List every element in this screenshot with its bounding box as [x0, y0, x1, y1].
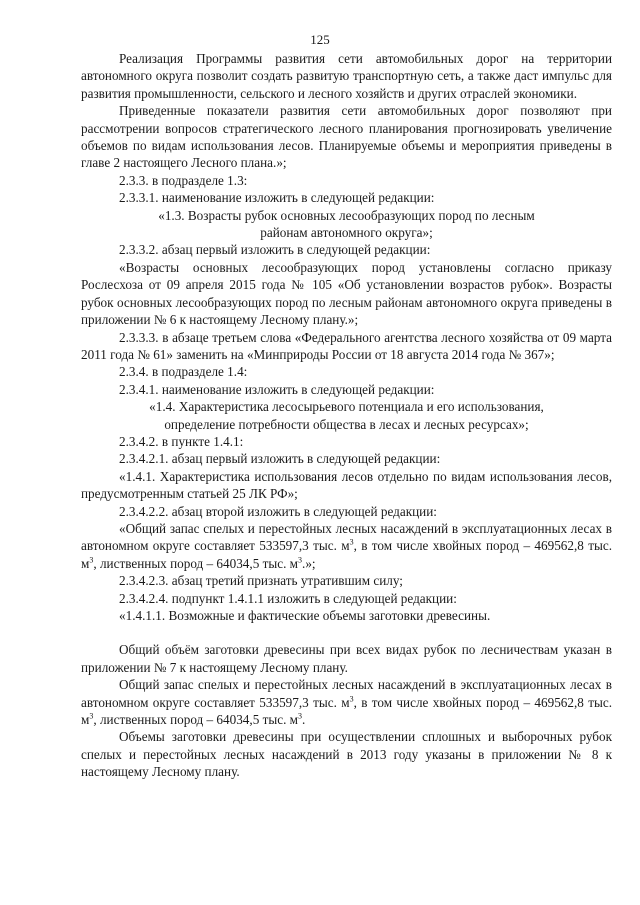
quote-total-stock: [81, 520, 612, 572]
item-2-3-4-2-2: 2.3.4.2.2. абзац второй изложить в следующей редакции:: [119, 503, 437, 519]
section-title-1-3-line2: районам автономного округа»;: [260, 225, 433, 241]
quote-stock-text-1: «Общий запас спелых и перестойных лесных насаждений в эксплуатационных лесах в автономном округе составляет 533597,3 тыс. м: [81, 520, 612, 554]
item-2-3-4-2-1: 2.3.4.2.1. абзац первый изложить в следующей редакции:: [119, 451, 441, 467]
item-2-3-3-1: 2.3.3.1. наименование изложить в следующей редакции:: [119, 190, 435, 206]
paragraph-indicators: Приведенные показатели развития сети автомобильных дорог позволяют при рассмотрении вопросов стратегического лесного планирования прогнозировать увеличение объемов по видам использования лесов. Планируемые объемы и мероприятия приведены в главе 2 настоящего Лесного плана.»;: [81, 103, 612, 171]
quote-stock-sup-2: 3: [89, 555, 94, 565]
item-2-3-4-2-3: 2.3.4.2.3. абзац третий признать утратившим силу;: [119, 573, 403, 589]
quote-1-4-1-1: «1.4.1.1. Возможные и фактические объемы заготовки древесины.: [119, 608, 491, 623]
stock-sup-3: 3: [298, 711, 303, 721]
section-title-1-4-line2: определение потребности общества в лесах и лесных ресурсах»;: [164, 416, 529, 432]
item-2-3-3-2: 2.3.3.2. абзац первый изложить в следующей редакции:: [119, 242, 431, 258]
paragraph-total-stock: [81, 676, 612, 728]
quote-stock-text-2: , в том числе хвойных пород – 469562,8 тыс. м: [81, 538, 612, 571]
section-title-1-3-line1: «1.3. Возрасты рубок основных лесообразующих пород по лесным: [158, 207, 535, 223]
section-title-1-4-line1: «1.4. Характеристика лесосырьевого потенциала и его использования,: [149, 399, 544, 415]
paragraph-road-program: Реализация Программы развития сети автомобильных дорог на территории автономного округа позволит создать развитую транспортную сеть, а также даст импульс для развития промышленности, сельского и лесного хозяйств и других отраслей экономики.: [81, 51, 612, 101]
item-2-3-3-3: 2.3.3.3. в абзаце третьем слова «Федерального агентства лесного хозяйства от 09 марта 2011 года № 61» заменить на «Минприроды России от 18 августа 2014 года № 367»;: [81, 329, 612, 362]
spacer: [81, 624, 612, 641]
stock-text-1: Общий запас спелых и перестойных лесных насаждений в эксплуатационных лесах в автономном округе составляет 533597,3 тыс. м: [81, 677, 612, 710]
item-2-3-4-2: 2.3.4.2. в пункте 1.4.1:: [119, 433, 244, 449]
stock-sup-1: 3: [349, 694, 354, 704]
stock-text-4: .: [302, 712, 306, 728]
item-2-3-4: 2.3.4. в подразделе 1.4:: [119, 364, 248, 380]
page-number: 125: [310, 32, 330, 47]
quote-1-4-1: «1.4.1. Характеристика использования лесов отдельно по видам использования лесов, предусмотренным статьей 25 ЛК РФ»;: [81, 468, 612, 502]
paragraph-harvest-2013: Объемы заготовки древесины при осуществлении сплошных и выборочных рубок спелых и перестойных лесных насаждений в 2013 году указаны в приложении № 8 к настоящему Лесному плану.: [81, 729, 612, 780]
quote-stock-sup-3: 3: [298, 555, 303, 565]
quote-stock-text-4: .»;: [302, 555, 316, 571]
item-2-3-4-2-4: 2.3.4.2.4. подпункт 1.4.1.1 изложить в следующей редакции:: [119, 590, 457, 606]
quote-stock-sup-1: 3: [349, 537, 354, 547]
item-2-3-3: 2.3.3. в подразделе 1.3:: [119, 172, 248, 188]
stock-text-2: , в том числе хвойных пород – 469562,8 тыс. м: [81, 694, 612, 728]
stock-text-3: , лиственных пород – 64034,5 тыс. м: [93, 712, 299, 728]
paragraph-total-harvest: Общий объём заготовки древесины при всех видах рубок по лесничествам указан в приложении № 7 к настоящему Лесному плану.: [81, 642, 612, 675]
quote-stock-text-3: , лиственных пород – 64034,5 тыс. м: [93, 555, 299, 571]
item-2-3-4-1: 2.3.4.1. наименование изложить в следующей редакции:: [119, 381, 435, 397]
quote-cutting-ages: «Возрасты основных лесообразующих пород установлены согласно приказу Рослесхоза от 09 апреля 2015 года № 105 «Об установлении возрастов рубок». Возрасты рубок основных лесообразующих пород по лесным районам автономного округа приведены в приложении № 6 к настоящему Лесному плану.»;: [81, 259, 612, 328]
stock-sup-2: 3: [89, 711, 94, 721]
document-body: [81, 50, 612, 781]
